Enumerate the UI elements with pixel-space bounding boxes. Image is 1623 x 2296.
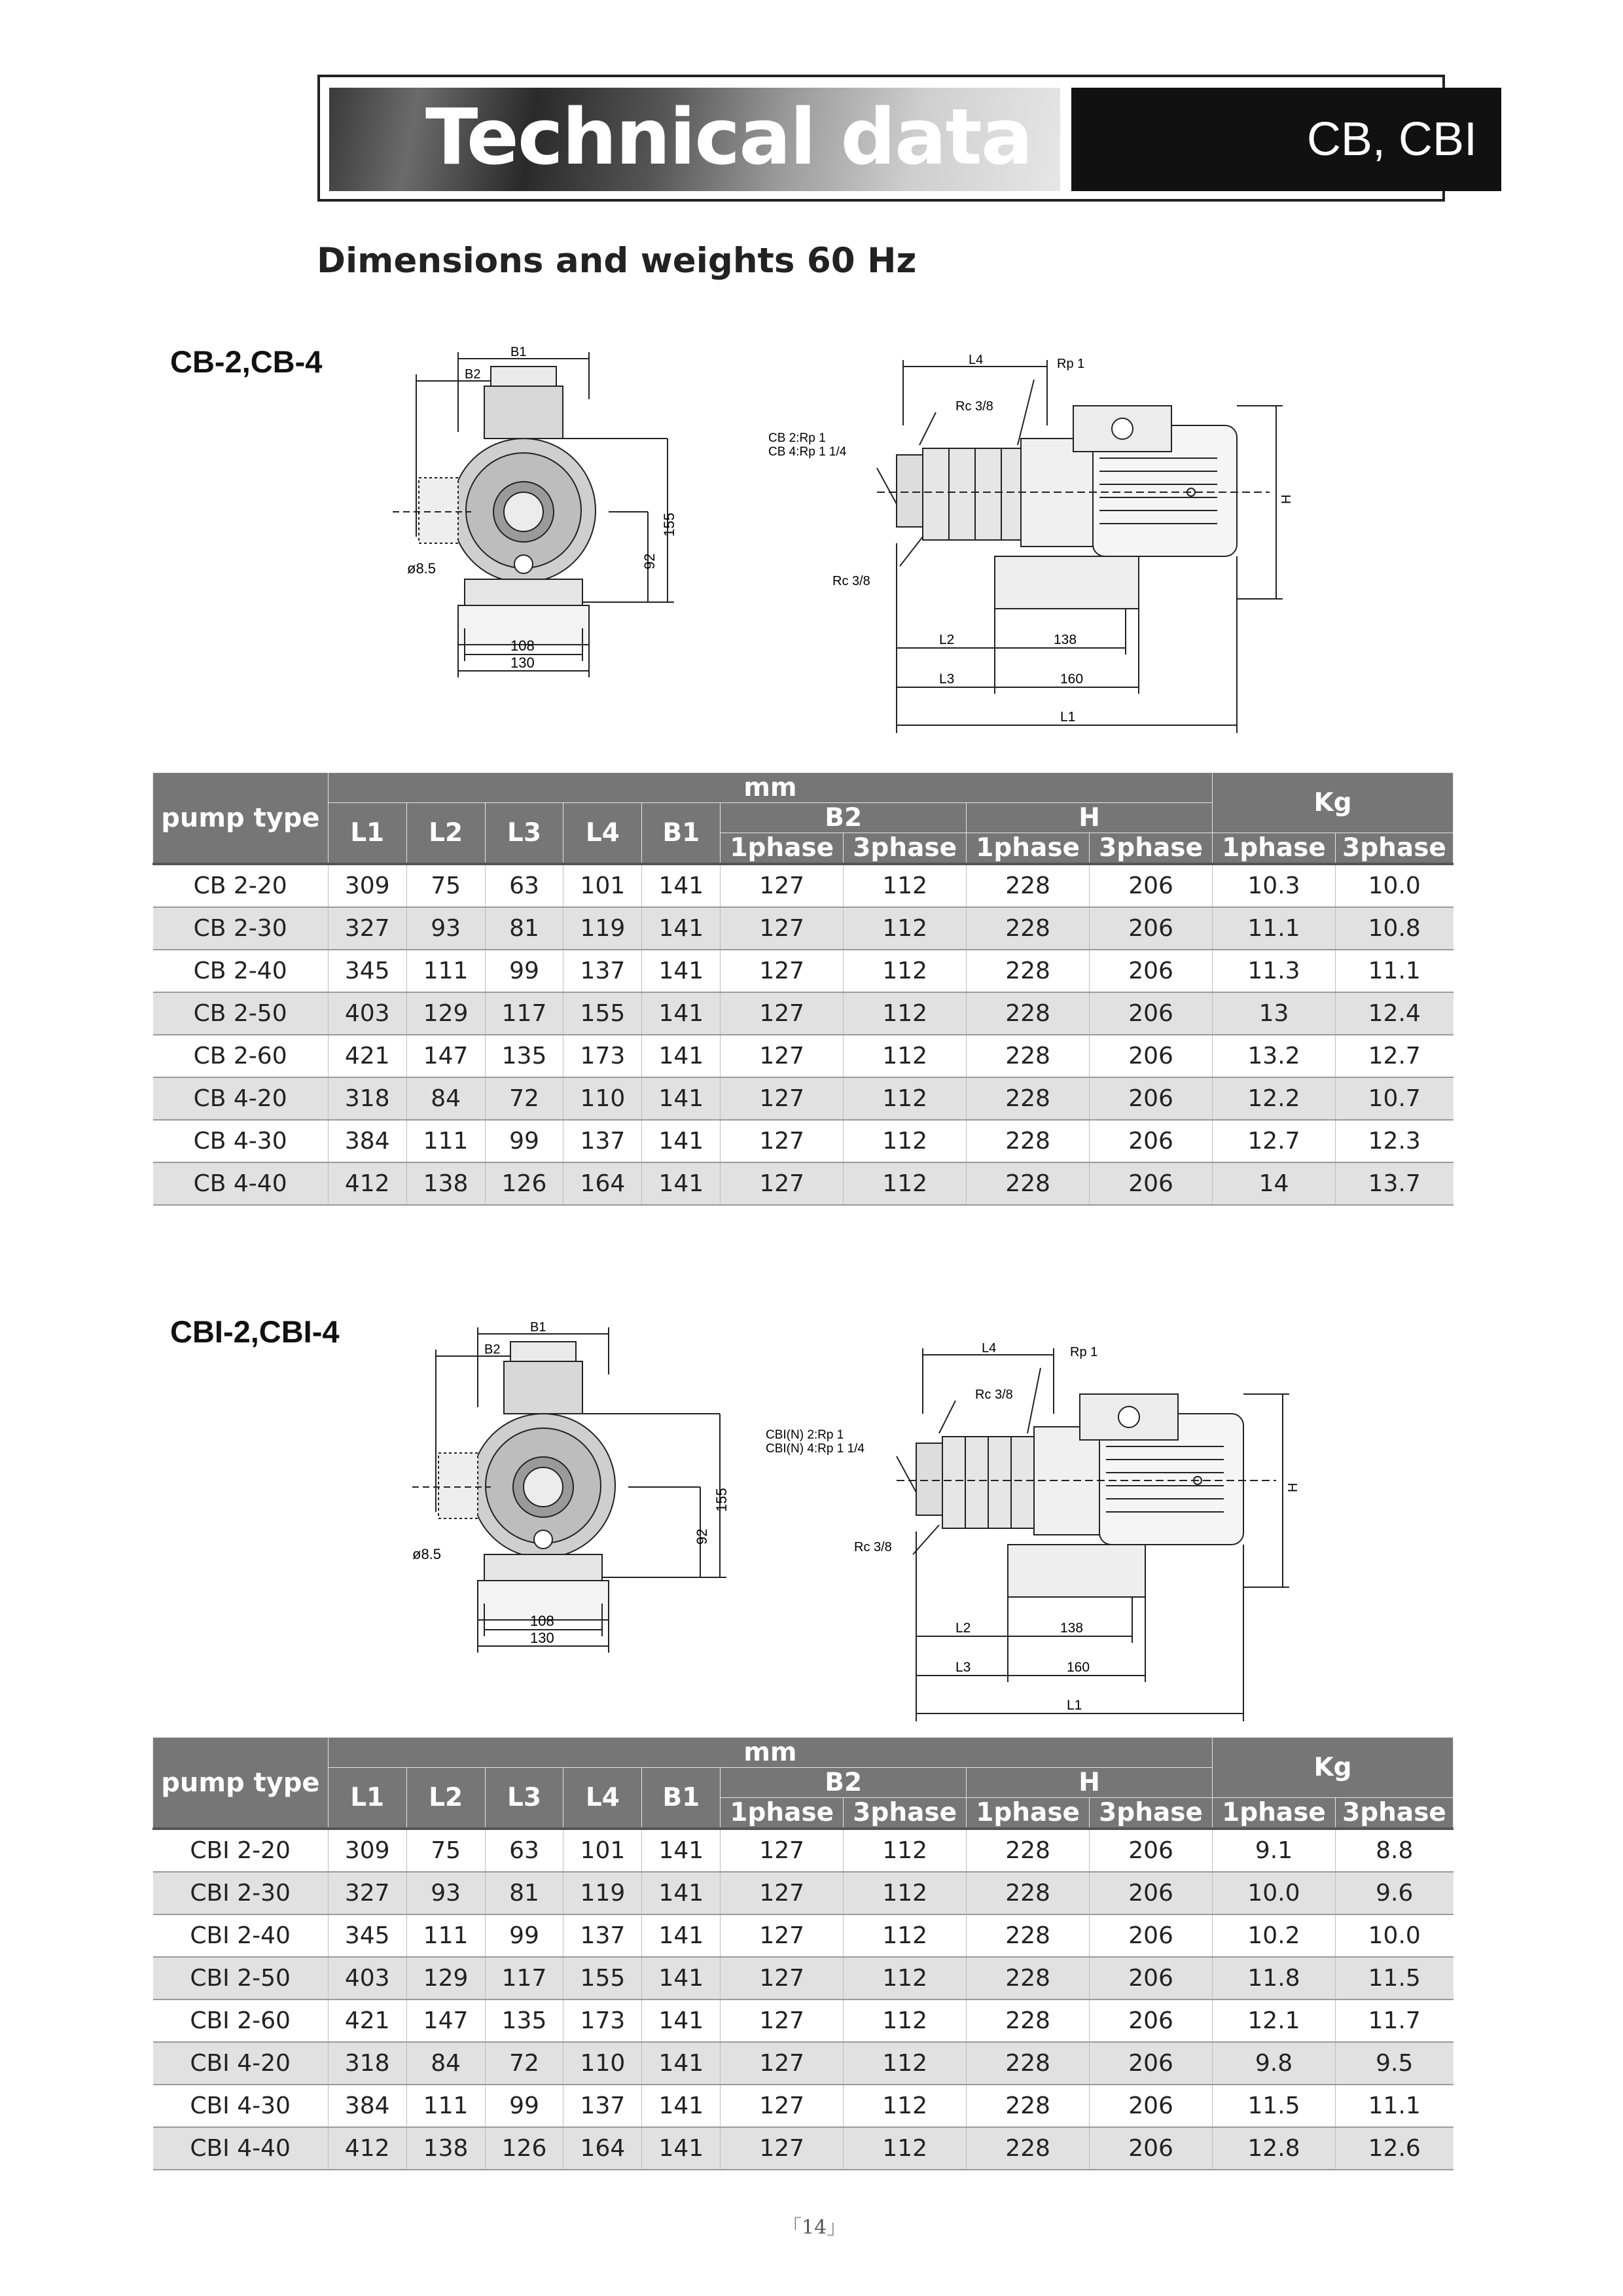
table-cell: 206 [1090,1872,1213,1914]
table-cell: 127 [721,907,844,950]
table-cell: 127 [721,1077,844,1120]
dim-108-label: 108 [510,637,535,654]
col-h-3phase: 3phase [1090,1798,1213,1829]
table-cell: 206 [1090,1914,1213,1957]
table-cell: 8.8 [1335,1829,1453,1872]
table-cell: 13.7 [1335,1162,1453,1205]
pump-type-cell: CBI 2-50 [153,1957,329,2000]
col-b2-3phase: 3phase [844,1798,967,1829]
table-cell: 141 [642,2127,721,2170]
table-cell: 206 [1090,1120,1213,1162]
table-cell: 75 [406,864,485,907]
table-cell: 112 [844,907,967,950]
col-b2-1phase: 1phase [721,1798,844,1829]
table-cell: 137 [563,1120,642,1162]
table-cell: 141 [642,1077,721,1120]
table-cell: 127 [721,1872,844,1914]
table-cell: 117 [485,992,563,1035]
cbi-series-title: CBI-2,CBI-4 [170,1314,340,1349]
table-cell: 127 [721,2042,844,2085]
table-cell: 112 [844,1120,967,1162]
pump-type-cell: CBI 4-30 [153,2085,329,2127]
dim-160-label: 160 [1067,1660,1090,1675]
dim-b2-label: B2 [465,367,481,382]
table-cell: 129 [406,1957,485,2000]
table-cell: 309 [328,1829,406,1872]
table-cell: 10.0 [1213,1872,1336,1914]
cb-side-view-drawing [759,347,1309,740]
table-cell: 327 [328,907,406,950]
model-label: CB, CBI [1306,113,1477,166]
table-cell: 127 [721,864,844,907]
table-cell: 421 [328,2000,406,2042]
col-b1: B1 [642,1768,721,1829]
pump-type-cell: CB 2-20 [153,864,329,907]
table-cell: 228 [967,2000,1090,2042]
table-cell: 421 [328,1035,406,1077]
dim-l2-label: L2 [955,1621,971,1636]
table-cell: 9.1 [1213,1829,1336,1872]
dim-92-label: 92 [694,1528,710,1545]
table-cell: 117 [485,1957,563,2000]
dim-l1-label: L1 [1067,1698,1082,1713]
table-cell: 206 [1090,864,1213,907]
pump-type-cell: CB 4-40 [153,1162,329,1205]
table-cell: 127 [721,1829,844,1872]
pump-type-cell: CBI 2-30 [153,1872,329,1914]
col-group-b2: B2 [721,1768,967,1798]
dim-138-label: 138 [1054,632,1077,647]
table-cell: 206 [1090,992,1213,1035]
table-cell: 112 [844,992,967,1035]
table-cell: 112 [844,864,967,907]
col-l2: L2 [406,1768,485,1829]
table-cell: 164 [563,1162,642,1205]
table-row [153,1035,1454,1077]
pump-type-cell: CBI 4-40 [153,2127,329,2170]
table-row [153,1162,1454,1205]
dim-l3-label: L3 [939,672,955,687]
table-cell: 10.0 [1335,864,1453,907]
table-cell: 11.5 [1213,2085,1336,2127]
port-cbi4-label: CBI(N) 4:Rp 1 1/4 [766,1442,865,1456]
table-cell: 93 [406,907,485,950]
col-kg-3phase: 3phase [1335,1798,1453,1829]
table-cell: 112 [844,1957,967,2000]
table-cell: 206 [1090,2000,1213,2042]
table-cell: 11.7 [1335,2000,1453,2042]
table-cell: 93 [406,1872,485,1914]
table-cell: 206 [1090,1162,1213,1205]
table-cell: 111 [406,1120,485,1162]
table-cell: 12.7 [1335,1035,1453,1077]
table-cell: 127 [721,1162,844,1205]
table-cell: 12.8 [1213,2127,1336,2170]
table-cell: 112 [844,2127,967,2170]
table-cell: 147 [406,1035,485,1077]
table-cell: 155 [563,1957,642,2000]
table-cell: 13.2 [1213,1035,1336,1077]
col-kg-1phase: 1phase [1213,1798,1336,1829]
table-cell: 10.8 [1335,907,1453,950]
col-h-1phase: 1phase [967,1798,1090,1829]
dim-h-label: H [1286,1482,1300,1492]
table-cell: 228 [967,1829,1090,1872]
table-cell: 112 [844,1914,967,1957]
pump-type-cell: CB 4-20 [153,1077,329,1120]
table-cell: 138 [406,1162,485,1205]
col-kg-3phase: 3phase [1335,833,1453,865]
table-cell: 141 [642,1035,721,1077]
table-row [153,2085,1454,2127]
table-cell: 110 [563,2042,642,2085]
col-l4: L4 [563,803,642,865]
col-b1: B1 [642,803,721,865]
page-number: 「14」 [782,2216,847,2239]
table-cell: 228 [967,864,1090,907]
table-row [153,1077,1454,1120]
cbi-front-view-drawing [412,1316,753,1669]
table-cell: 141 [642,2042,721,2085]
pump-type-cell: CBI 2-20 [153,1829,329,1872]
dim-130-label: 130 [510,655,535,671]
col-group-mm: mm [328,773,1212,803]
port-rp1-label: Rp 1 [1057,357,1085,371]
table-cell: 111 [406,950,485,992]
table-cell: 228 [967,1957,1090,2000]
cbi-side-view-drawing [766,1335,1315,1728]
table-cell: 155 [563,992,642,1035]
table-row [153,1829,1454,1872]
table-cell: 84 [406,2042,485,2085]
dim-92-label: 92 [641,553,658,569]
table-cell: 127 [721,1120,844,1162]
dim-l2-label: L2 [939,632,955,647]
table-cell: 228 [967,2042,1090,2085]
table-cell: 99 [485,950,563,992]
pump-type-cell: CB 2-50 [153,992,329,1035]
pump-type-cell: CB 2-60 [153,1035,329,1077]
dim-l4-label: L4 [982,1341,997,1355]
table-cell: 228 [967,1914,1090,1957]
table-cell: 112 [844,1077,967,1120]
table-cell: 412 [328,2127,406,2170]
table-cell: 228 [967,1872,1090,1914]
pump-type-cell: CB 4-30 [153,1120,329,1162]
col-group-kg: Kg [1213,1738,1454,1798]
page-title: Technical data [425,92,1032,182]
table-cell: 111 [406,2085,485,2127]
table-cell: 206 [1090,1829,1213,1872]
table-cell: 14 [1213,1162,1336,1205]
col-group-kg: Kg [1213,773,1454,833]
dim-b2-label: B2 [484,1342,501,1357]
table-cell: 228 [967,1120,1090,1162]
table-cell: 127 [721,2000,844,2042]
port-cbi2-label: CBI(N) 2:Rp 1 [766,1428,844,1442]
table-cell: 206 [1090,907,1213,950]
cb-series-title: CB-2,CB-4 [170,344,323,379]
dim-155-label: 155 [661,512,677,537]
cbi-dimensions-table [152,1737,1454,2170]
table-cell: 141 [642,1162,721,1205]
table-row [153,2000,1454,2042]
section-heading: Dimensions and weights 60 Hz [317,241,917,281]
table-cell: 112 [844,2042,967,2085]
table-cell: 12.4 [1335,992,1453,1035]
table-cell: 137 [563,2085,642,2127]
table-cell: 127 [721,1914,844,1957]
port-rc-bottom-label: Rc 3/8 [832,574,870,588]
table-cell: 101 [563,1829,642,1872]
table-cell: 99 [485,1120,563,1162]
table-cell: 72 [485,2042,563,2085]
table-cell: 112 [844,1872,967,1914]
port-cb2-label: CB 2:Rp 1 [768,431,826,445]
table-cell: 127 [721,2085,844,2127]
col-l2: L2 [406,803,485,865]
table-row [153,992,1454,1035]
table-cell: 141 [642,2000,721,2042]
col-l4: L4 [563,1768,642,1829]
cb-table-body [153,864,1454,1205]
table-cell: 327 [328,1872,406,1914]
pump-type-cell: CB 2-30 [153,907,329,950]
table-cell: 75 [406,1829,485,1872]
table-cell: 228 [967,2085,1090,2127]
table-row [153,1872,1454,1914]
table-cell: 345 [328,950,406,992]
table-cell: 11.5 [1335,1957,1453,2000]
table-cell: 81 [485,907,563,950]
table-row [153,864,1454,907]
table-cell: 112 [844,1162,967,1205]
table-cell: 384 [328,1120,406,1162]
table-cell: 63 [485,864,563,907]
table-cell: 12.3 [1335,1120,1453,1162]
table-cell: 112 [844,1829,967,1872]
table-cell: 228 [967,907,1090,950]
port-rc-top-label: Rc 3/8 [955,399,993,414]
dim-108-label: 108 [530,1613,554,1629]
table-cell: 126 [485,1162,563,1205]
table-cell: 228 [967,1035,1090,1077]
col-b2-3phase: 3phase [844,833,967,865]
table-cell: 11.8 [1213,1957,1336,2000]
table-cell: 137 [563,1914,642,1957]
table-cell: 12.2 [1213,1077,1336,1120]
table-cell: 206 [1090,1077,1213,1120]
col-h-1phase: 1phase [967,833,1090,865]
table-cell: 10.3 [1213,864,1336,907]
table-cell: 403 [328,992,406,1035]
table-row [153,2042,1454,2085]
table-cell: 141 [642,1120,721,1162]
table-cell: 141 [642,1914,721,1957]
dim-155-label: 155 [713,1488,730,1512]
table-cell: 10.7 [1335,1077,1453,1120]
table-cell: 206 [1090,2127,1213,2170]
table-cell: 112 [844,2085,967,2127]
port-cb4-label: CB 4:Rp 1 1/4 [768,445,847,459]
pump-type-cell: CBI 2-60 [153,2000,329,2042]
table-cell: 12.6 [1335,2127,1453,2170]
table-row [153,1120,1454,1162]
table-cell: 141 [642,864,721,907]
pump-type-cell: CB 2-40 [153,950,329,992]
table-row [153,2127,1454,2170]
table-cell: 12.1 [1213,2000,1336,2042]
col-kg-1phase: 1phase [1213,833,1336,865]
table-cell: 135 [485,1035,563,1077]
table-cell: 9.8 [1213,2042,1336,2085]
table-cell: 13 [1213,992,1336,1035]
table-cell: 129 [406,992,485,1035]
col-group-h: H [967,803,1213,833]
dim-160-label: 160 [1060,672,1084,687]
port-rc-bottom-label: Rc 3/8 [854,1540,892,1554]
table-cell: 147 [406,2000,485,2042]
table-cell: 127 [721,950,844,992]
table-cell: 384 [328,2085,406,2127]
table-row [153,1914,1454,1957]
col-pump-type: pump type [153,1738,329,1829]
dim-hole-label: ø8.5 [407,560,437,577]
table-cell: 84 [406,1077,485,1120]
pump-type-cell: CBI 2-40 [153,1914,329,1957]
dim-hole-label: ø8.5 [412,1546,442,1562]
table-cell: 101 [563,864,642,907]
table-cell: 11.3 [1213,950,1336,992]
col-group-b2: B2 [721,803,967,833]
table-cell: 345 [328,1914,406,1957]
table-cell: 10.2 [1213,1914,1336,1957]
table-cell: 228 [967,950,1090,992]
table-cell: 127 [721,1957,844,2000]
col-h-3phase: 3phase [1090,833,1213,865]
table-cell: 137 [563,950,642,992]
col-b2-1phase: 1phase [721,833,844,865]
dim-l4-label: L4 [969,353,984,367]
table-cell: 111 [406,1914,485,1957]
table-row [153,1957,1454,2000]
cb-front-view-drawing [393,340,707,687]
dim-l3-label: L3 [955,1660,971,1675]
table-cell: 141 [642,1872,721,1914]
table-cell: 99 [485,2085,563,2127]
table-row [153,950,1454,992]
port-rc-top-label: Rc 3/8 [975,1388,1013,1402]
pump-type-cell: CBI 4-20 [153,2042,329,2085]
table-cell: 141 [642,1957,721,2000]
table-cell: 112 [844,1035,967,1077]
table-cell: 119 [563,1872,642,1914]
cbi-table-body [153,1829,1454,2170]
table-cell: 127 [721,2127,844,2170]
table-cell: 127 [721,992,844,1035]
col-l3: L3 [485,803,563,865]
table-cell: 135 [485,2000,563,2042]
table-cell: 164 [563,2127,642,2170]
table-cell: 173 [563,1035,642,1077]
table-cell: 126 [485,2127,563,2170]
table-cell: 228 [967,1077,1090,1120]
table-cell: 9.6 [1335,1872,1453,1914]
col-l1: L1 [328,803,406,865]
dim-h-label: H [1279,494,1294,504]
table-cell: 228 [967,992,1090,1035]
table-cell: 141 [642,2085,721,2127]
table-cell: 206 [1090,2085,1213,2127]
table-cell: 11.1 [1335,950,1453,992]
table-cell: 403 [328,1957,406,2000]
table-cell: 99 [485,1914,563,1957]
table-cell: 12.7 [1213,1120,1336,1162]
table-cell: 318 [328,2042,406,2085]
table-cell: 127 [721,1035,844,1077]
port-rp1-label: Rp 1 [1070,1345,1098,1359]
cb-dimensions-table [152,772,1454,1206]
table-cell: 72 [485,1077,563,1120]
table-row [153,907,1454,950]
col-l3: L3 [485,1768,563,1829]
table-cell: 206 [1090,2042,1213,2085]
table-cell: 309 [328,864,406,907]
table-cell: 228 [967,2127,1090,2170]
dim-b1-label: B1 [530,1320,546,1335]
table-cell: 10.0 [1335,1914,1453,1957]
table-cell: 173 [563,2000,642,2042]
col-l1: L1 [328,1768,406,1829]
dim-l1-label: L1 [1060,709,1076,725]
dim-b1-label: B1 [510,345,527,359]
table-cell: 141 [642,950,721,992]
dim-138-label: 138 [1060,1621,1084,1636]
table-cell: 63 [485,1829,563,1872]
table-cell: 11.1 [1335,2085,1453,2127]
table-cell: 141 [642,1829,721,1872]
table-cell: 81 [485,1872,563,1914]
table-cell: 11.1 [1213,907,1336,950]
table-cell: 228 [967,1162,1090,1205]
table-cell: 141 [642,907,721,950]
table-cell: 9.5 [1335,2042,1453,2085]
table-cell: 318 [328,1077,406,1120]
table-cell: 206 [1090,950,1213,992]
table-cell: 138 [406,2127,485,2170]
col-pump-type: pump type [153,773,329,865]
table-cell: 112 [844,950,967,992]
table-cell: 119 [563,907,642,950]
table-cell: 206 [1090,1957,1213,2000]
col-group-h: H [967,1768,1213,1798]
table-cell: 206 [1090,1035,1213,1077]
table-cell: 110 [563,1077,642,1120]
dim-130-label: 130 [530,1630,554,1646]
table-cell: 412 [328,1162,406,1205]
table-cell: 141 [642,992,721,1035]
table-cell: 112 [844,2000,967,2042]
col-group-mm: mm [328,1738,1212,1768]
